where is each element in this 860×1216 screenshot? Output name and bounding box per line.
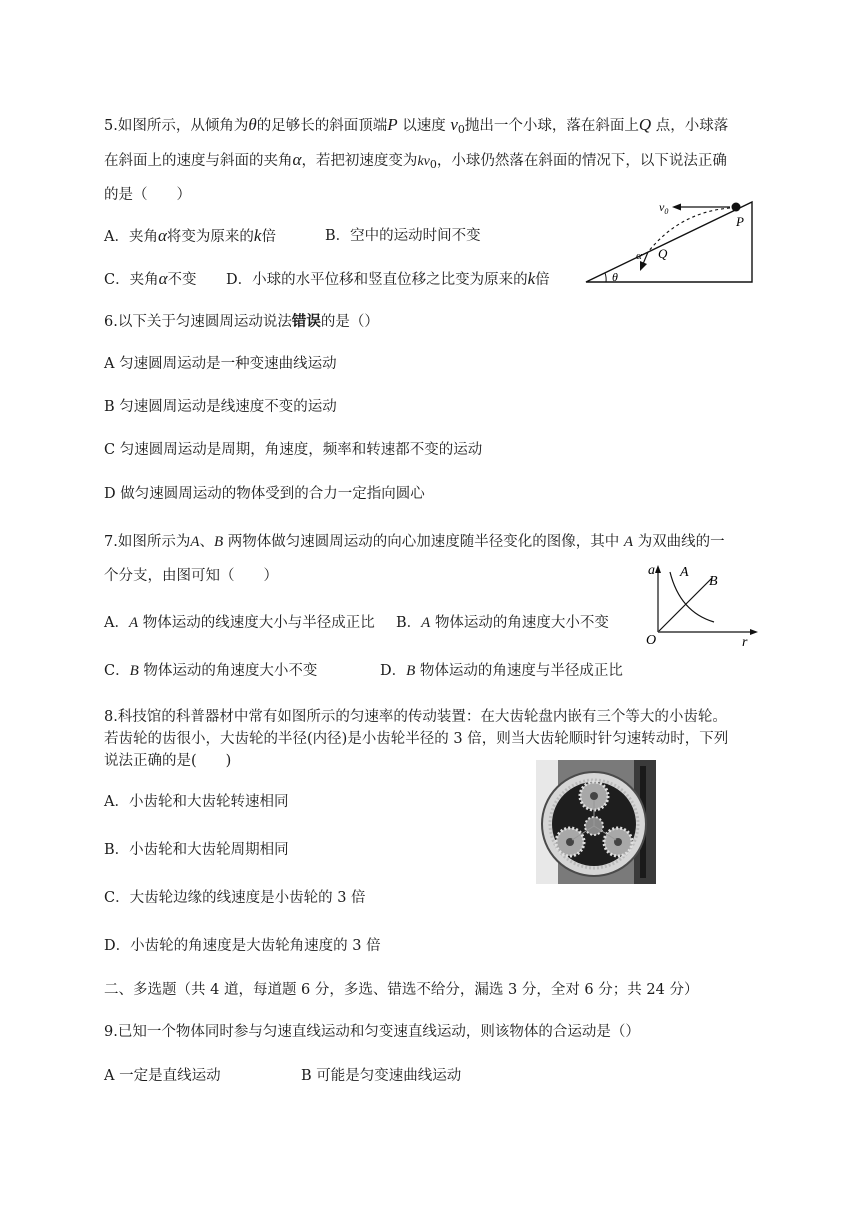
q6-option-c: C 匀速圆周运动是周期，角速度，频率和转速都不变的运动 xyxy=(104,442,483,458)
q5-stem-line1: 5.如图所示，从倾角为θ的足够长的斜面顶端P 以速度 $v_0$抛出一个小球，落在斜面上Q 点，小球落 xyxy=(104,115,729,136)
p-label: P xyxy=(736,214,744,229)
incline-figure xyxy=(580,192,760,288)
theta-label: θ xyxy=(612,270,618,284)
q8-stem-line3: 说法正确的是( ) xyxy=(104,753,232,769)
section-heading-multiple-choice: 二、多选题（共 4 道，每道题 6 分，多选、错选不给分，漏选 3 分，全对 6 分；共 24 分） xyxy=(104,982,699,998)
line-b-label: B xyxy=(709,574,718,589)
q5-option-d: D．小球的水平位移和竖直位移之比变为原来的k倍 xyxy=(226,269,550,288)
q-label: Q xyxy=(658,246,668,261)
q5-stem-line3: 的是（ ） xyxy=(104,187,191,203)
q8-option-d: D．小齿轮的角速度是大齿轮角速度的 3 倍 xyxy=(104,938,381,954)
a-r-graph xyxy=(642,560,762,650)
gear-photo xyxy=(536,760,656,884)
origin-label: O xyxy=(646,633,657,648)
x-axis-arrowhead xyxy=(750,629,758,635)
q7-option-d: D．B 物体运动的角速度与半径成正比 xyxy=(380,663,623,679)
curve-a-label: A xyxy=(680,565,689,580)
q5-option-b: B．空中的运动时间不变 xyxy=(325,228,481,244)
q9-option-b: B 可能是匀变速曲线运动 xyxy=(301,1068,462,1084)
q7-stem-line1: 7.如图所示为A、B 两物体做匀速圆周运动的向心加速度随半径变化的图像，其中 A 为双曲线的一 xyxy=(104,534,725,550)
q5-option-c: C．夹角α不变 xyxy=(104,269,197,288)
q7-option-a: A．A 物体运动的线速度大小与半径成正比 xyxy=(104,615,375,631)
q6-option-b: B 匀速圆周运动是线速度不变的运动 xyxy=(104,399,337,415)
q5-stem-line2: 在斜面上的速度与斜面的夹角α，若把初速度变为$kv_0$，小球仍然落在斜面的情况下，以下说法正确 xyxy=(104,150,727,171)
v0-arrowhead xyxy=(672,204,681,211)
q6-option-a: A 匀速圆周运动是一种变速曲线运动 xyxy=(104,356,337,372)
q8-option-b: B．小齿轮和大齿轮周期相同 xyxy=(104,842,289,858)
y-axis-label: a xyxy=(648,563,655,578)
q9-stem: 9.已知一个物体同时参与匀速直线运动和匀变速直线运动，则该物体的合运动是（） xyxy=(104,1024,640,1040)
q5-option-a: A．夹角α将变为原来的k倍 xyxy=(104,226,276,245)
x-axis-label: r xyxy=(742,635,748,650)
alpha-label: α xyxy=(636,250,642,262)
incline-triangle xyxy=(586,202,752,282)
q7-option-c: C．B 物体运动的角速度大小不变 xyxy=(104,663,318,679)
ball xyxy=(732,203,741,212)
y-axis-arrowhead xyxy=(655,565,661,573)
line-b xyxy=(659,578,712,631)
q6-option-d: D 做匀速圆周运动的物体受到的合力一定指向圆心 xyxy=(104,486,425,502)
curve-a xyxy=(670,572,714,622)
theta-arc xyxy=(605,273,606,282)
velocity-arrowhead xyxy=(640,261,647,271)
q7-stem-line2: 个分支，由图可知（ ） xyxy=(104,568,278,584)
q6-stem: 6.以下关于匀速圆周运动说法错误的是（） xyxy=(104,313,379,330)
q8-option-a: A．小齿轮和大齿轮转速相同 xyxy=(104,794,289,810)
q9-option-a: A 一定是直线运动 xyxy=(104,1068,221,1084)
v0-label: $v_0$ xyxy=(659,200,669,216)
q8-option-c: C．大齿轮边缘的线速度是小齿轮的 3 倍 xyxy=(104,890,366,906)
q8-stem-line2: 若齿轮的齿很小，大齿轮的半径(内径)是小齿轮半径的 3 倍，则当大齿轮顺时针匀速转动时，下列 xyxy=(104,731,729,747)
q7-option-b: B．A 物体运动的角速度大小不变 xyxy=(396,615,609,631)
q8-stem-line1: 8.科技馆的科普器材中常有如图所示的匀速率的传动装置：在大齿轮盘内嵌有三个等大的小齿轮。 xyxy=(104,709,727,725)
